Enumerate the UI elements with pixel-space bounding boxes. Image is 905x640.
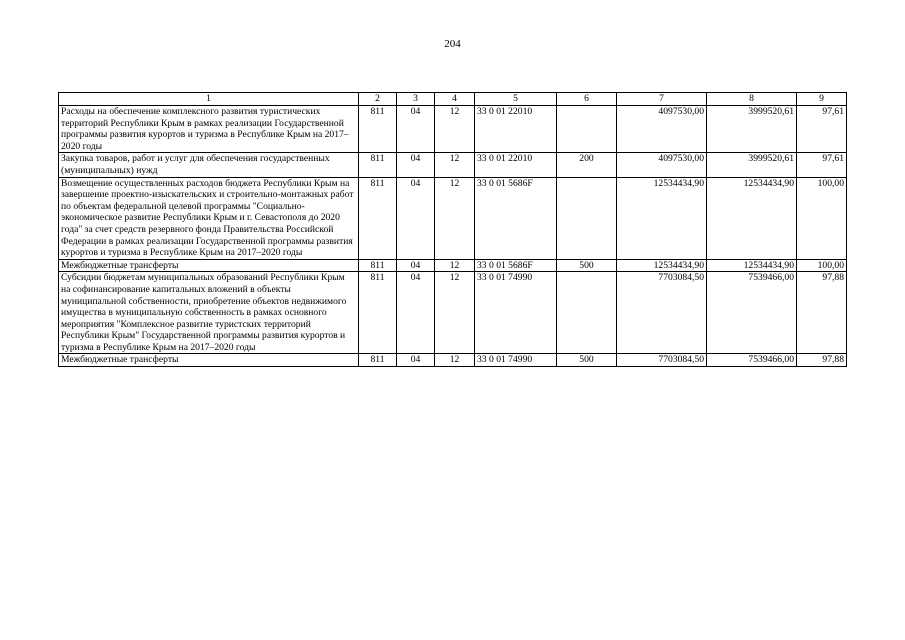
- row-type: 500: [557, 259, 617, 272]
- table-row: [59, 177, 847, 259]
- row-executed: 7539466,00: [707, 354, 797, 367]
- row-executed: 12534434,90: [707, 177, 797, 259]
- row-executed: 7539466,00: [707, 272, 797, 354]
- header-col-3: 3: [397, 93, 435, 106]
- table-row: [59, 354, 847, 367]
- header-col-8: 8: [707, 93, 797, 106]
- row-executed: 12534434,90: [707, 259, 797, 272]
- row-target: 33 0 01 74990: [475, 272, 557, 354]
- row-description: Межбюджетные трансферты: [59, 354, 359, 367]
- row-code: 811: [359, 354, 397, 367]
- row-percent: 97,88: [797, 354, 847, 367]
- header-col-4: 4: [435, 93, 475, 106]
- row-percent: 97,61: [797, 153, 847, 177]
- row-percent: 100,00: [797, 177, 847, 259]
- row-description: Закупка товаров, работ и услуг для обеспечения государственных (муниципальных) нужд: [59, 153, 359, 177]
- row-type: [557, 272, 617, 354]
- row-planned: 4097530,00: [617, 106, 707, 153]
- row-code: 811: [359, 259, 397, 272]
- row-planned: 12534434,90: [617, 177, 707, 259]
- row-percent: 97,61: [797, 106, 847, 153]
- row-description: Межбюджетные трансферты: [59, 259, 359, 272]
- row-subsection: 12: [435, 106, 475, 153]
- row-code: 811: [359, 272, 397, 354]
- header-col-6: 6: [557, 93, 617, 106]
- row-subsection: 12: [435, 177, 475, 259]
- header-col-1: 1: [59, 93, 359, 106]
- row-subsection: 12: [435, 259, 475, 272]
- row-section: 04: [397, 177, 435, 259]
- row-planned: 12534434,90: [617, 259, 707, 272]
- row-type: 500: [557, 354, 617, 367]
- row-target: 33 0 01 22010: [475, 106, 557, 153]
- row-section: 04: [397, 153, 435, 177]
- page-number: 204: [444, 38, 461, 50]
- row-code: 811: [359, 153, 397, 177]
- table-row: [59, 106, 847, 153]
- header-row: [59, 93, 847, 106]
- row-planned: 7703084,50: [617, 272, 707, 354]
- table-row: [59, 153, 847, 177]
- row-type: 200: [557, 153, 617, 177]
- row-section: 04: [397, 106, 435, 153]
- budget-table: [58, 92, 847, 367]
- row-code: 811: [359, 106, 397, 153]
- row-subsection: 12: [435, 272, 475, 354]
- row-executed: 3999520,61: [707, 153, 797, 177]
- row-subsection: 12: [435, 354, 475, 367]
- row-section: 04: [397, 272, 435, 354]
- header-col-7: 7: [617, 93, 707, 106]
- row-type: [557, 106, 617, 153]
- header-col-5: 5: [475, 93, 557, 106]
- table-row: [59, 259, 847, 272]
- row-target: 33 0 01 5686F: [475, 259, 557, 272]
- row-description: Возмещение осуществленных расходов бюджета Республики Крым на завершение проектно-изыскательских и строительно-монтажных работ по объектам федеральной целевой программы "Социально-экономическое развитие Республики Крым и г. Севастополя до 2020 года" за счет средств резервного фонда Правительства Российской Федерации в рамках реализации Государственной программы развития курортов и туризма в Республике Крым на 2017–2020 годы: [59, 177, 359, 259]
- row-target: 33 0 01 5686F: [475, 177, 557, 259]
- row-section: 04: [397, 354, 435, 367]
- row-section: 04: [397, 259, 435, 272]
- row-target: 33 0 01 74990: [475, 354, 557, 367]
- row-description: Расходы на обеспечение комплексного развития туристических территорий Республики Крым в рамках реализации Государственной программы развития курортов и туризма в Республике Крым на 2017–2020 годы: [59, 106, 359, 153]
- row-description: Субсидии бюджетам муниципальных образований Республики Крым на софинансирование капитальных вложений в объекты муниципальной собственности, приобретение объектов недвижимого имущества в муниципальную собственность в рамках основного мероприятия "Комплексное развитие туристских территорий Республики Крым" Государственной программы развития курортов и туризма в Республике Крым на 2017–2020 годы: [59, 272, 359, 354]
- row-type: [557, 177, 617, 259]
- row-percent: 97,88: [797, 272, 847, 354]
- row-subsection: 12: [435, 153, 475, 177]
- row-executed: 3999520,61: [707, 106, 797, 153]
- row-percent: 100,00: [797, 259, 847, 272]
- header-col-2: 2: [359, 93, 397, 106]
- row-planned: 4097530,00: [617, 153, 707, 177]
- row-code: 811: [359, 177, 397, 259]
- row-target: 33 0 01 22010: [475, 153, 557, 177]
- row-planned: 7703084,50: [617, 354, 707, 367]
- table-row: [59, 272, 847, 354]
- header-col-9: 9: [797, 93, 847, 106]
